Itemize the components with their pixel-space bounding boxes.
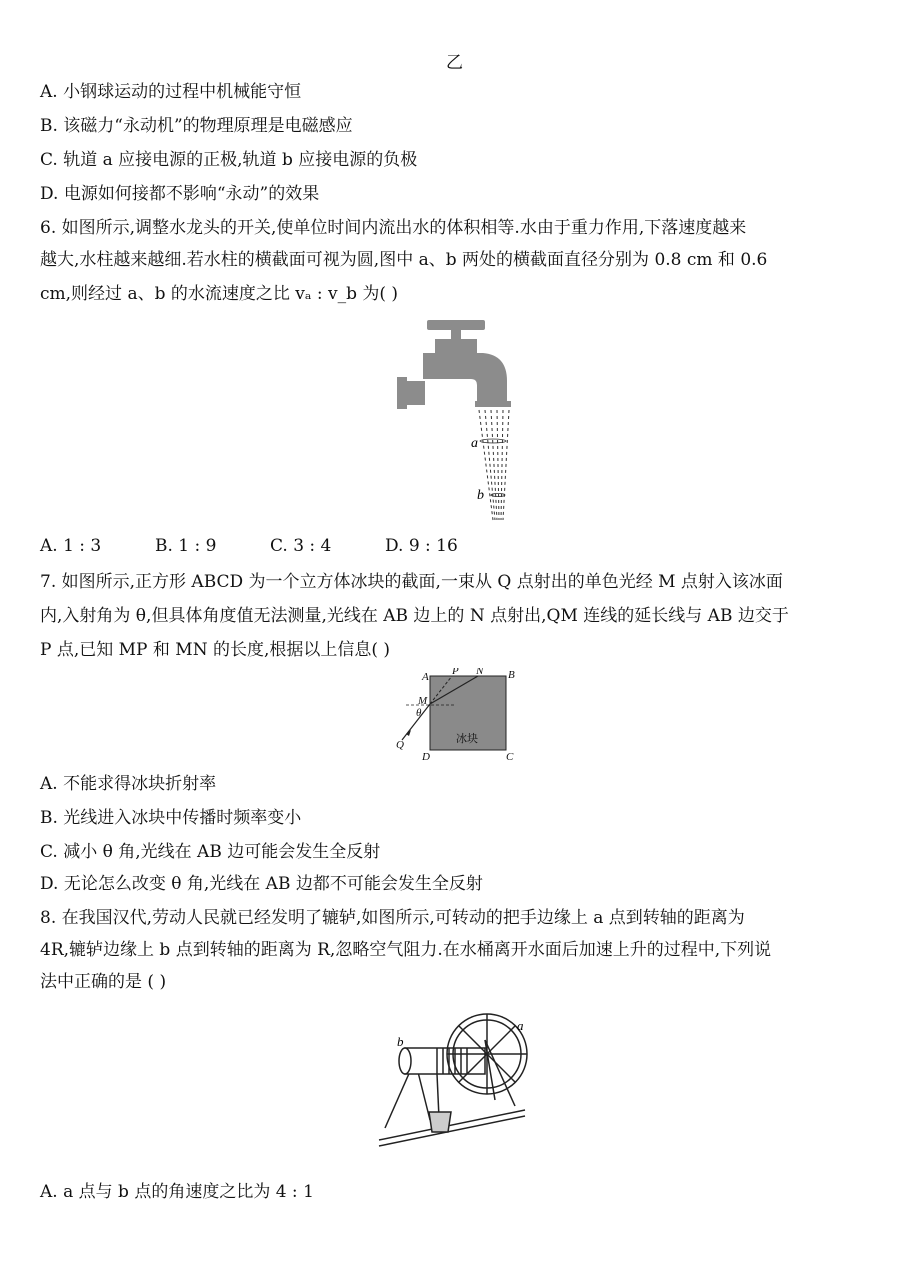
q7-stem-line3: P 点,已知 MP 和 MN 的长度,根据以上信息( ) [40, 640, 391, 660]
q6-stem-line1: 6. 如图所示,调整水龙头的开关,使单位时间内流出水的体积相等.水由于重力作用,下落速度越来 [40, 218, 747, 238]
q5-option-b: B. 该磁力“永动机”的物理原理是电磁感应 [40, 116, 353, 136]
windlass-figure [375, 1000, 535, 1150]
label-B: B [508, 669, 515, 681]
label-b: b [477, 488, 484, 503]
label-A: A [422, 671, 429, 683]
q8-stem-line1: 8. 在我国汉代,劳动人民就已经发明了辘轳,如图所示,可转动的把手边缘上 a 点到转轴的距离为 [40, 908, 745, 928]
q6-options [40, 536, 458, 556]
q7-stem-line2: 内,入射角为 θ,但具体角度值无法测量,光线在 AB 边上的 N 点射出,QM 连线的延长线与 AB 边交于 [40, 606, 789, 626]
q5-option-c: C. 轨道 a 应接电源的正极,轨道 b 应接电源的负极 [40, 150, 418, 170]
label-M: M [418, 695, 428, 707]
q7-option-a: A. 不能求得冰块折射率 [40, 774, 217, 794]
q7-option-c: C. 减小 θ 角,光线在 AB 边可能会发生全反射 [40, 842, 381, 862]
q8-option-a: A. a 点与 b 点的角速度之比为 4 : 1 [40, 1182, 314, 1202]
label-a: a [517, 1018, 524, 1033]
label-theta: θ [416, 707, 422, 719]
q6-option-d: D. 9 : 16 [385, 536, 458, 556]
water-streams [479, 410, 509, 520]
figure-label-yi: 乙 [446, 53, 463, 73]
q5-option-d: D. 电源如何接都不影响“永动”的效果 [40, 184, 320, 204]
ice-block-figure [392, 668, 522, 764]
label-ice: 冰块 [456, 732, 478, 745]
q6-option-a: A. 1 : 3 [40, 536, 102, 556]
q5-option-a: A. 小钢球运动的过程中机械能守恒 [40, 82, 302, 102]
label-C: C [506, 751, 514, 763]
q8-stem-line2: 4R,辘轳边缘上 b 点到转轴的距离为 R,忽略空气阻力.在水桶离开水面后加速上升的过程中,下列说 [40, 940, 772, 960]
q7-option-d: D. 无论怎么改变 θ 角,光线在 AB 边都不可能会发生全反射 [40, 874, 483, 894]
label-b: b [397, 1034, 404, 1049]
q6-option-b: B. 1 : 9 [155, 536, 217, 556]
label-N: N [476, 668, 484, 677]
q6-stem-line3: cm,则经过 a、b 的水流速度之比 vₐ : v_b 为( ) [40, 284, 399, 304]
q6-stem-line2: 越大,水柱越来越细.若水柱的横截面可视为圆,图中 a、b 两处的横截面直径分别为 0.8 cm 和 0.6 [40, 250, 768, 270]
q6-option-c: C. 3 : 4 [270, 536, 332, 556]
faucet-figure [395, 315, 535, 525]
q7-option-b: B. 光线进入冰块中传播时频率变小 [40, 808, 302, 828]
faucet-icon [397, 320, 511, 409]
label-P: P [452, 668, 459, 677]
q7-stem-line1: 7. 如图所示,正方形 ABCD 为一个立方体冰块的截面,一束从 Q 点射出的单色光经 M 点射入该冰面 [40, 572, 783, 592]
q8-stem-line3: 法中正确的是 ( ) [40, 972, 167, 992]
label-Q: Q [396, 739, 404, 751]
label-D: D [422, 751, 430, 763]
label-a: a [471, 436, 478, 451]
